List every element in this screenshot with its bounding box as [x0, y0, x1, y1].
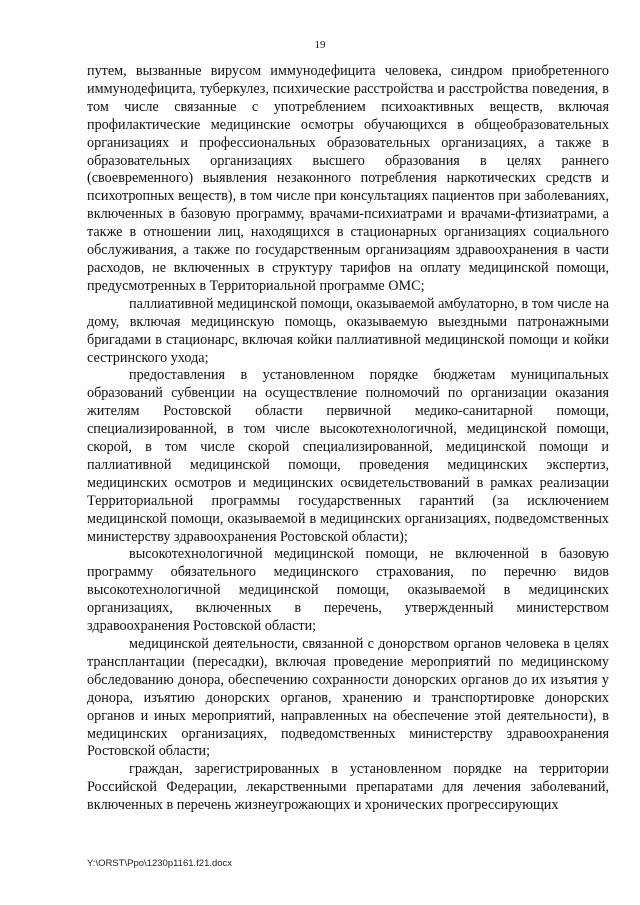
paragraph-municipal-subvention: предоставления в установленном порядке бюджетам муниципальных образований субвенции на осуществление полномочий по организации оказания жителям Ростовской области первичной медико-санитарной помощи, специализированной, в том числе высокотехнологичной, медицинской помощи, скорой, в том числе скорой специализированной, медицинской помощи и паллиативной медицинской помощи, проведения медицинских экспертиз, медицинских осмотров и медицинских освидетельствований в рамках реализации Территориальной программы государственных гарантий (за исключением медицинской помощи, оказываемой в медицинских организациях, подведомственных министерству здравоохранения Ростовской области); [87, 367, 609, 545]
paragraph-continuation: путем, вызванные вирусом иммунодефицита человека, синдром приобретенного иммунодефицита, туберкулез, психические расстройства и расстройства поведения, в том числе связанные с употреблением психоактивных веществ, включая профилактические медицинские осмотры обучающихся в общеобразовательных организациях и профессиональных образовательных организациях, а также в образовательных организациях высшего образования в целях раннего (своевременного) выявления незаконного потребления наркотических средств и психотропных веществ), в том числе при консультациях пациентов при заболеваниях, включенных в базовую программу, врачами-психиатрами и врачами-фтизиатрами, а также в отношении лиц, находящихся в стационарных организациях социального обслуживания, а также по государственным организациям здравоохранения в части расходов, не включенных в структуру тарифов на оплату медицинской помощи, предусмотренных в Территориальной программе ОМС; [87, 63, 609, 294]
paragraph-organ-donation: медицинской деятельности, связанной с донорством органов человека в целях трансплантации (пересадки), включая проведение мероприятий по медицинскому обследованию донора, обеспечению сохранности донорских органов до их изъятия у донора, изъятию донорских органов, хранению и транспортировке донорских органов и иных мероприятий, направленных на обеспечение этой деятельности), в медицинских организациях, подведомственных министерству здравоохранения Ростовской области; [87, 636, 609, 760]
footer-file-path: Y:\ORST\Ppo\1230p1161.f21.docx [87, 858, 233, 869]
paragraph-citizens-medicines: граждан, зарегистрированных в установленном порядке на территории Российской Федерации, лекарственными препаратами для лечения заболеваний, включенных в перечень жизнеугрожающих и хронических прогрессирующих [87, 761, 609, 814]
body-text [87, 63, 609, 815]
page-number: 19 [314, 39, 326, 51]
paragraph-high-tech-care: высокотехнологичной медицинской помощи, не включенной в базовую программу обязательного медицинского страхования, по перечню видов высокотехнологичной медицинской помощи, оказываемой в медицинских организациях, включенных в перечень, утвержденный министерством здравоохранения Ростовской области; [87, 546, 609, 635]
paragraph-palliative-care: паллиативной медицинской помощи, оказываемой амбулаторно, в том числе на дому, включая медицинскую помощь, оказываемую выездными патронажными бригадами в стационарс, включая койки паллиативной медицинской помощи и койки сестринского ухода; [87, 295, 609, 366]
